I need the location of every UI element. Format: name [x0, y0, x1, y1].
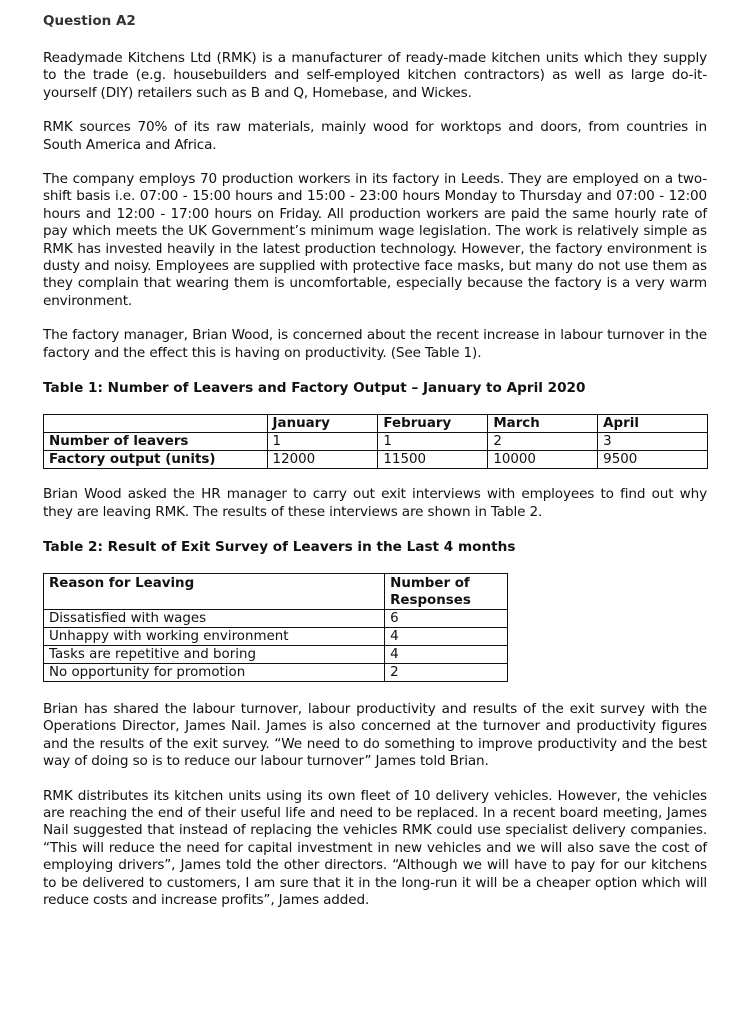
document-page	[43, 8, 707, 909]
table-header-cell: March	[488, 415, 598, 433]
paragraph-exit-interviews: Brian Wood asked the HR manager to carry out exit interviews with employees to find out why they are leaving RMK. The results of these interviews are shown in Table 2.	[43, 486, 707, 520]
paragraph-delivery-fleet: RMK distributes its kitchen units using its own fleet of 10 delivery vehicles. However, the vehicles are reaching the end of their useful life and need to be replaced. In a recent board meeting, James Nail suggested that instead of replacing the vehicles RMK could use specialist delivery companies. “This will reduce the need for capital investment in new vehicles and we will also save the cost of employing drivers”, James told the other directors. “Although we will have to pay for our kitchens to be delivered to customers, I am sure that it in the long-run it will be a cheaper option which will reduce costs and increase profits”, James added.	[43, 787, 707, 908]
table-row	[44, 645, 508, 663]
count-cell: 4	[385, 645, 508, 663]
table-cell: 9500	[598, 451, 708, 469]
table-row	[44, 609, 508, 627]
table-header-cell	[44, 415, 268, 433]
table-header-cell: Reason for Leaving	[44, 573, 385, 609]
table-cell: 3	[598, 433, 708, 451]
reason-cell: Tasks are repetitive and boring	[44, 645, 385, 663]
paragraph-operations-director: Brian has shared the labour turnover, labour productivity and results of the exit survey with the Operations Director, James Nail. James is also concerned at the turnover and productivity figures and the results of the exit survey. “We need to do something to improve productivity and the best way of doing so is to reduce our labour turnover” James told Brian.	[43, 700, 707, 770]
count-cell: 2	[385, 663, 508, 681]
table-header-cell: February	[378, 415, 488, 433]
table-header-cell: Number of Responses	[385, 573, 508, 609]
table-row	[44, 627, 508, 645]
table-cell: 2	[488, 433, 598, 451]
question-title: Question A2	[43, 13, 136, 29]
reason-cell: Unhappy with working environment	[44, 627, 385, 645]
table1-title: Table 1: Number of Leavers and Factory Output – January to April 2020	[43, 380, 586, 397]
table-header-cell: January	[267, 415, 378, 433]
paragraph-company-intro: Readymade Kitchens Ltd (RMK) is a manufacturer of ready-made kitchen units which they supply to the trade (e.g. housebuilders and self-employed kitchen contractors) as well as large do-it-yourself (DIY) retailers such as B and Q, Homebase, and Wickes.	[43, 50, 707, 101]
count-cell: 4	[385, 627, 508, 645]
paragraph-turnover-concern: The factory manager, Brian Wood, is concerned about the recent increase in labour turnover in the factory and the effect this is having on productivity. (See Table 1).	[43, 327, 707, 361]
reason-cell: No opportunity for promotion	[44, 663, 385, 681]
leavers-output-table	[43, 414, 708, 469]
exit-survey-table	[43, 573, 508, 682]
table-row	[44, 663, 508, 681]
table-row	[44, 433, 708, 451]
row-label: Number of leavers	[44, 433, 268, 451]
table-cell: 1	[267, 433, 378, 451]
table-header-row	[44, 573, 508, 609]
paragraph-workforce: The company employs 70 production workers in its factory in Leeds. They are employed on a two-shift basis i.e. 07:00 - 15:00 hours and 15:00 - 23:00 hours Monday to Thursday and 07:00 - 12:00 hours and 12:00 - 17:00 hours on Friday. All production workers are paid the same hourly rate of pay which meets the UK Government’s minimum wage legislation. The work is relatively simple as RMK has invested heavily in the latest production technology. However, the factory environment is dusty and noisy. Employees are supplied with protective face masks, but many do not use them as they complain that wearing them is uncomfortable, especially because the factory is a very warm environment.	[43, 171, 707, 309]
row-label: Factory output (units)	[44, 451, 268, 469]
table-header-cell: April	[598, 415, 708, 433]
table-header-row	[44, 415, 708, 433]
table2-title: Table 2: Result of Exit Survey of Leavers in the Last 4 months	[43, 538, 516, 555]
paragraph-raw-materials: RMK sources 70% of its raw materials, mainly wood for worktops and doors, from countries in South America and Africa.	[43, 119, 707, 153]
table-cell: 11500	[378, 451, 488, 469]
table-cell: 10000	[488, 451, 598, 469]
table-row	[44, 451, 708, 469]
count-cell: 6	[385, 609, 508, 627]
reason-cell: Dissatisfied with wages	[44, 609, 385, 627]
table-cell: 12000	[267, 451, 378, 469]
table-cell: 1	[378, 433, 488, 451]
